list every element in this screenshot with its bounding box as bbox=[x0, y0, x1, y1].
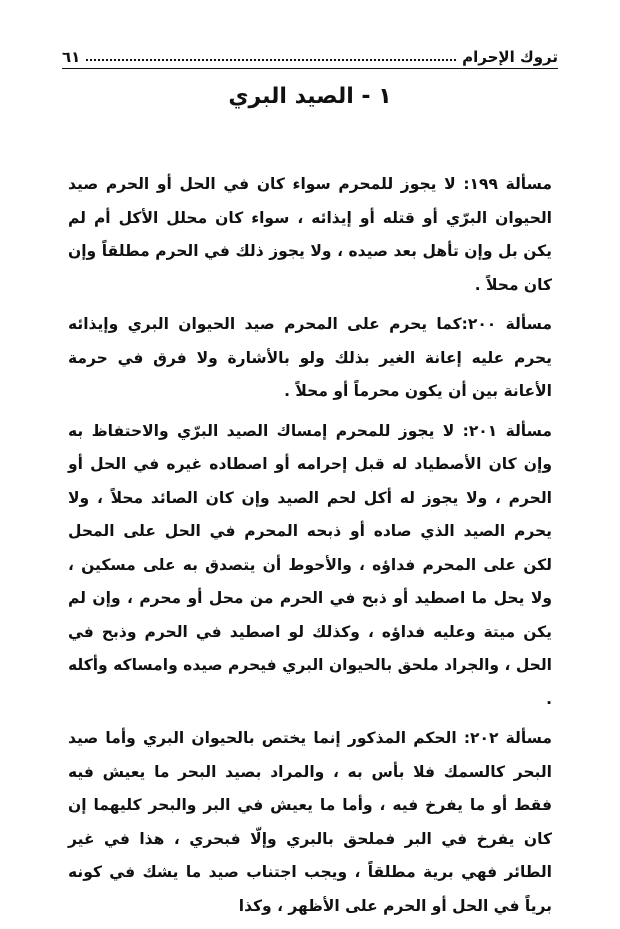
header-rule bbox=[62, 68, 558, 69]
issue-paragraph-202 bbox=[68, 722, 552, 923]
issue-label: مسألة ٢٠١: bbox=[462, 421, 552, 440]
issue-text: كما يحرم على المحرم صيد الحيوان البري وإيذائه يحرم عليه إعانة الغير بذلك ولو بالأشارة ولا فرق في حرمة الأعانة بين أن يكون محرماً أو محلاً . bbox=[68, 315, 552, 400]
body-text bbox=[68, 168, 552, 929]
running-header bbox=[62, 40, 558, 66]
issue-text: لا يجوز للمحرم إمساك الصيد البرّي والاحتفاظ به وإن كان الأصطياد له قبل إحرامه أو اصطاده غيره في الحل أو الحرم ، ولا يجوز له أكل لحم الصيد وإن كان الصائد محلاً ، ولا يحرم الصيد الذي صاده أو ذبحه المحرم في الحل على المحل لكن على المحرم فداؤه ، والأحوط أن يتصدق به على مسكين ، ولا يحل ما اصطيد أو ذبح في الحرم من محل أو محرم ، وإن لم يكن ميتة وعليه فداؤه ، وكذلك لو اصطيد في الحرم وذبح في الحل ، والجراد ملحق بالحيوان البري فيحرم صيده وامساكه وأكله . bbox=[68, 421, 552, 708]
issue-paragraph-199 bbox=[68, 168, 552, 302]
section-title: ١ - الصيد البري bbox=[228, 84, 392, 109]
issue-label: مسألة ١٩٩: bbox=[463, 175, 553, 193]
running-title: تروك الإحرام bbox=[462, 48, 558, 66]
issue-paragraph-201 bbox=[68, 415, 552, 717]
issue-text: الحكم المذكور إنما يختص بالحيوان البري وأما صيد البحر كالسمك فلا بأس به ، والمراد بصيد البحر ما يعيش فيه فقط أو ما يفرخ فيه ، وأما ما يعيش في البر والبحر كليهما إن كان يفرخ في البر فملحق بالبري وإلّا فبحري ، هذا في غير الطائر فهي برية مطلقاً ، ويجب اجتناب صيد ما يشك في كونه برياً في الحل أو الحرم على الأظهر ، وكذا bbox=[68, 729, 552, 915]
page-number: ٦١ bbox=[62, 48, 81, 66]
issue-label: مسألة ٢٠٠: bbox=[461, 315, 553, 333]
issue-text: لا يجوز للمحرم سواء كان في الحل أو الحرم صيد الحيوان البرّي أو قتله أو إيذائه ، سواء كان محلل الأكل أم لم يكن بل وإن تأهل بعد صيده ، ولا يجوز ذلك في الحرم مطلقاً وإن كان محلاً . bbox=[68, 175, 552, 294]
issue-paragraph-200 bbox=[68, 308, 552, 409]
header-dot-leader bbox=[86, 59, 456, 61]
issue-label: مسألة ٢٠٢: bbox=[463, 729, 553, 747]
